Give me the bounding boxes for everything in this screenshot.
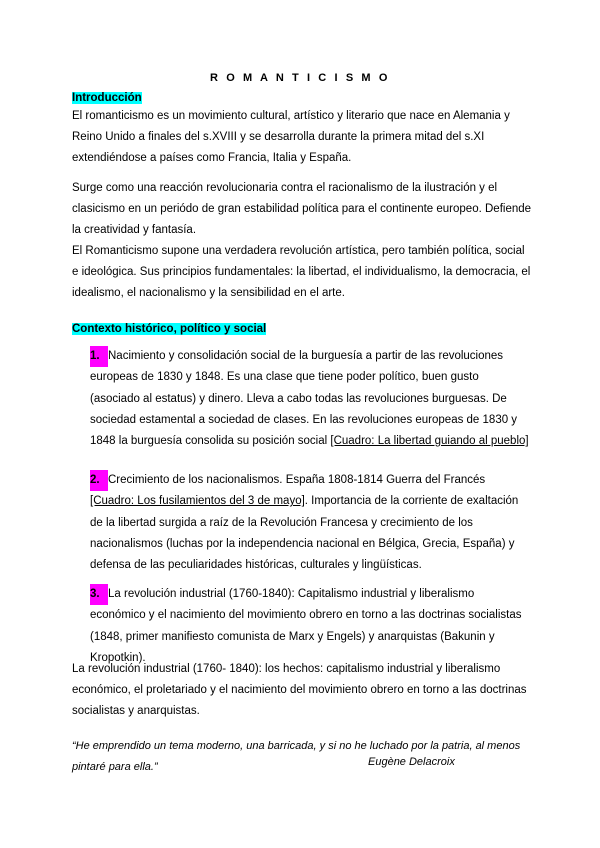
intro-heading [72, 92, 142, 104]
painting-reference-link[interactable]: [Cuadro: Los fusilamientos del 3 de mayo] [90, 495, 305, 508]
list-item-text: Crecimiento de los nacionalismos. España 1808-1814 Guerra del Francés [108, 474, 486, 486]
list-number: 2. [90, 470, 108, 491]
intro-paragraph-1: El romanticismo es un movimiento cultural, artístico y literario que nace en Alemania y Reino Unido a finales del s.XVIII y se desarrolla durante la primera mitad del s.XI extendiéndose a países como Francia, Italia y España. [72, 110, 510, 164]
context-item-2 [90, 470, 530, 576]
intro-paragraph-3: El Romanticismo supone una verdadera revolución artística, pero también política, social e ideológica. Sus principios fundamentales: la libertad, el individualismo, la democracia, el idealismo, el nacionalismo y la sensibilidad en el arte. [72, 245, 531, 299]
context-item-3 [90, 584, 530, 669]
document-title: R O M A N T I C I S M O [210, 72, 390, 84]
summary-paragraph: La revolución industrial (1760- 1840): los hechos: capitalismo industrial y liberalismo económico, el proletariado y el nacimiento del movimiento obrero en torno a las doctrinas socialistas y anarquistas. [72, 663, 527, 717]
delacroix-quote: “He emprendido un tema moderno, una barricada, y si no he luchado por la patria, al menos pintaré para ella.” [72, 740, 521, 773]
list-number: 1. [90, 346, 108, 367]
painting-reference-link[interactable]: [Cuadro: La libertad guiando al pueblo] [330, 435, 529, 448]
list-item-text: La revolución industrial (1760-1840): Capitalismo industrial y liberalismo económico y el nacimiento del movimiento obrero en torno a las doctrinas socialistas (1848, primer manifiesto comunista de Marx y Engels) y anarquistas (Bakunin y Kropotkin). [90, 588, 522, 664]
list-number: 3. [90, 584, 108, 605]
list-item-text: Nacimiento y consolidación social de la burguesía a partir de las revoluciones europeas de 1830 y 1848. Es una clase que tiene poder político, buen gusto (asociado al estatus) y dinero. Lleva a cabo todas las revoluciones burguesas. De sociedad estamental a sociedad de clases. En las revoluciones europeas de 1830 y 1848 la burguesía consolida su posición social [90, 350, 518, 448]
context-heading-text: Contexto histórico, político y social [72, 323, 267, 335]
quote-author: Eugène Delacroix [368, 756, 455, 768]
context-heading [72, 323, 266, 335]
intro-paragraph-2: Surge como una reacción revolucionaria contra el racionalismo de la ilustración y el clasicismo en un periódo de gran estabilidad política para el continente europeo. Defiende la creatividad y fantasía. [72, 182, 532, 236]
intro-heading-text: Introducción [72, 92, 142, 104]
list-item-text-after: . Importancia de la corriente de exaltación de la libertad surgida a raíz de la Revolución Francesa y crecimiento de los nacionalismos (luchas por la independencia nacional en Bélgica, Grecia, España) y defensa de las peculiaridades históricas, culturales y lingüísticas. [90, 495, 519, 572]
context-item-1 [90, 346, 530, 452]
